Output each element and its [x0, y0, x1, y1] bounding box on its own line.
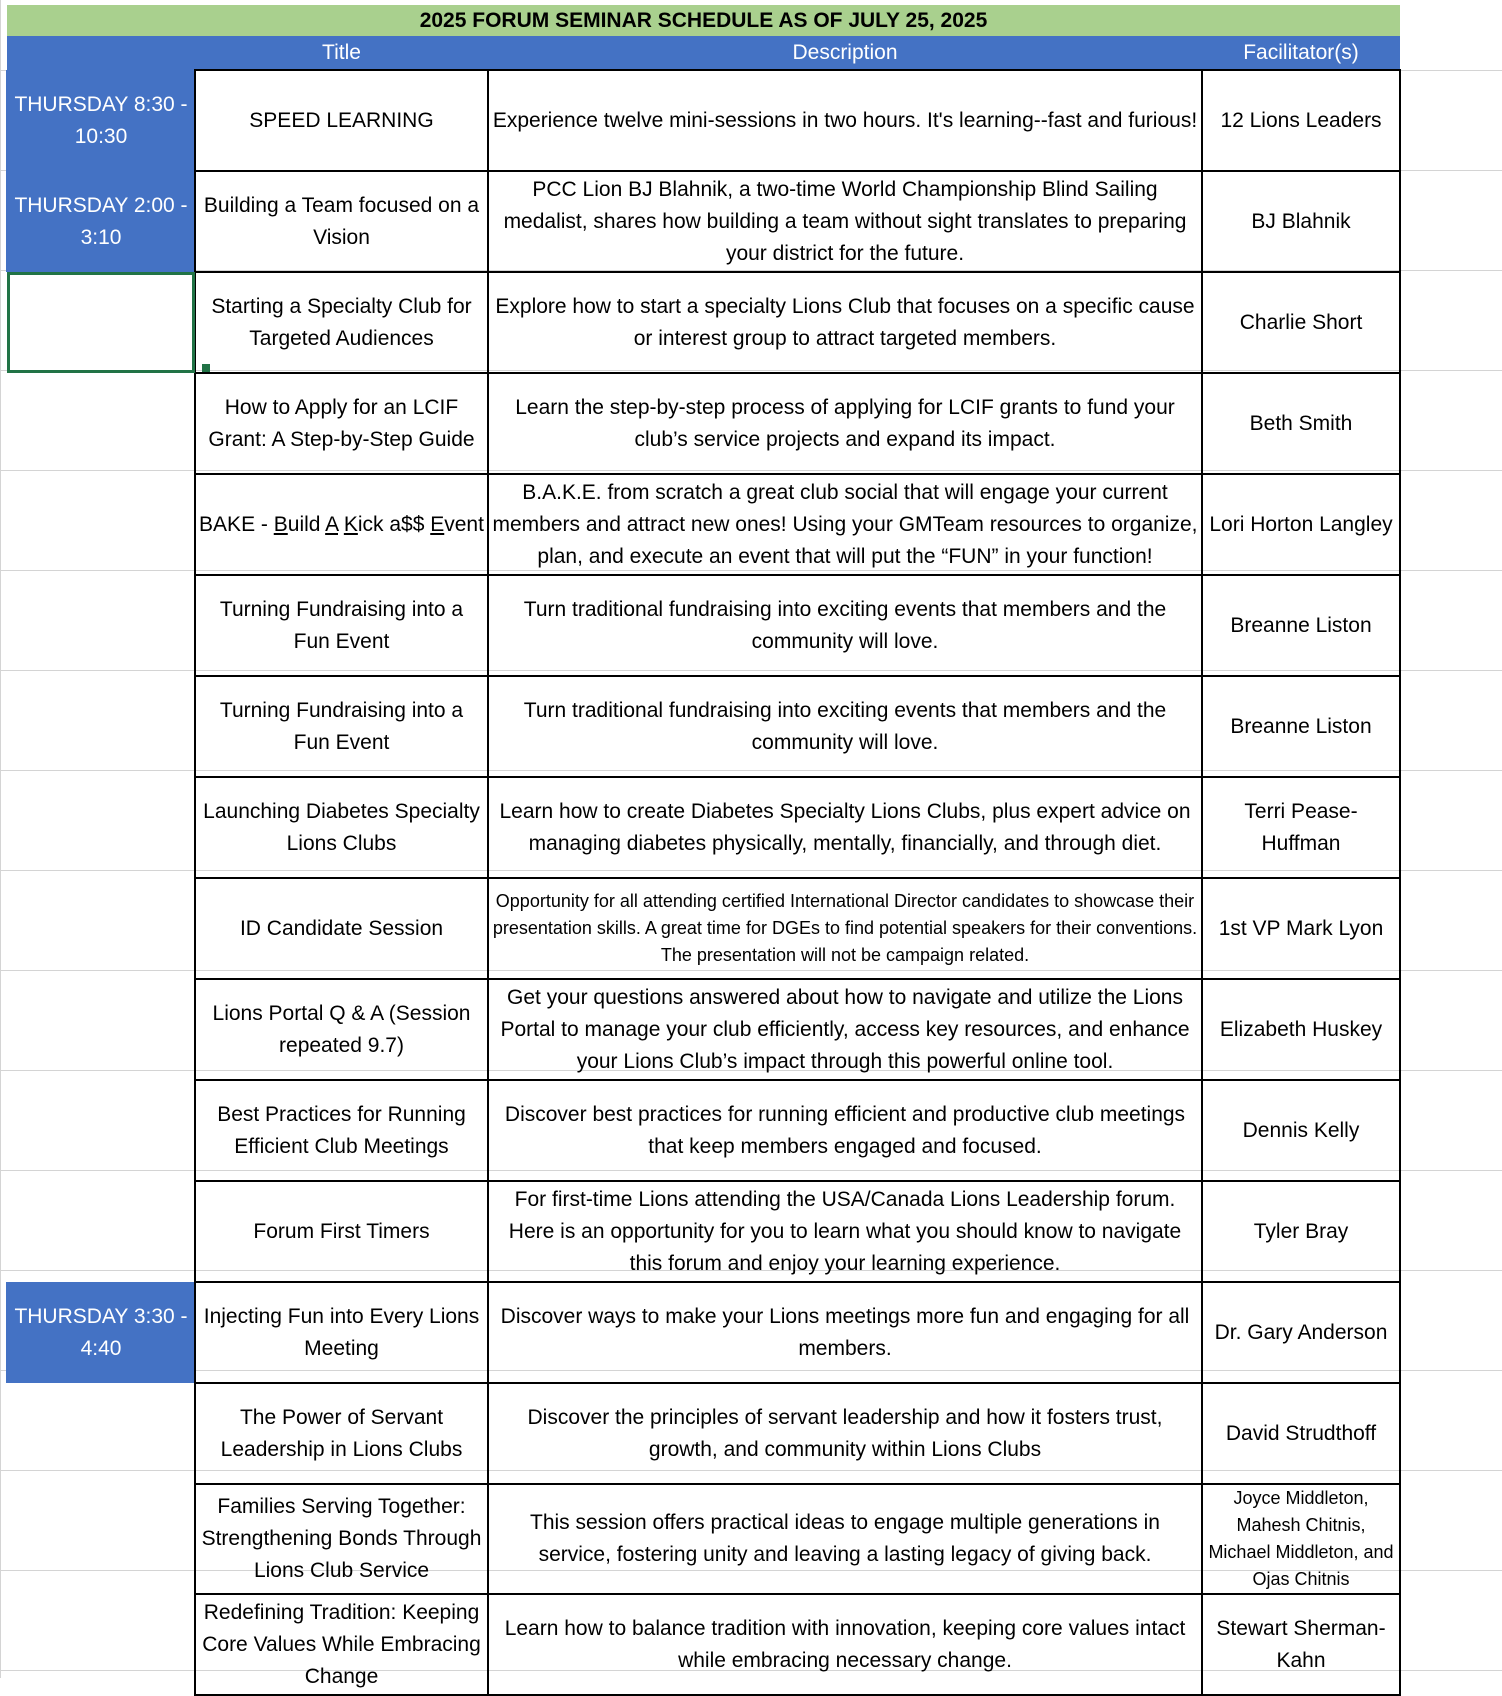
- description-cell[interactable]: B.A.K.E. from scratch a great club social that will engage your current members and attract new ones! Using your GMTeam resources to organize, plan, and execute an event that will put the “FUN” in your function!: [488, 474, 1202, 575]
- description-cell[interactable]: Learn how to balance tradition with innovation, keeping core values intact while embracing necessary change.: [488, 1594, 1202, 1695]
- time-cell[interactable]: [7, 373, 195, 474]
- table-row: [7, 70, 1400, 171]
- time-cell[interactable]: THURSDAY 2:00 - 3:10: [7, 171, 195, 272]
- time-cell[interactable]: [7, 1181, 195, 1282]
- description-cell[interactable]: Discover ways to make your Lions meetings more fun and engaging for all members.: [488, 1282, 1202, 1383]
- title-cell[interactable]: [195, 474, 488, 575]
- time-cell-selected[interactable]: [7, 272, 195, 373]
- description-cell[interactable]: PCC Lion BJ Blahnik, a two-time World Championship Blind Sailing medalist, shares how building a team without sight translates to preparing your district for the future.: [488, 171, 1202, 272]
- description-cell[interactable]: Opportunity for all attending certified International Director candidates to showcase their presentation skills. A great time for DGEs to find potential speakers for their conventions. The presentation will not be campaign related.: [488, 878, 1202, 979]
- title-part: BAKE -: [199, 512, 274, 536]
- facilitator-cell[interactable]: BJ Blahnik: [1202, 171, 1400, 272]
- description-cell[interactable]: For first-time Lions attending the USA/Canada Lions Leadership forum. Here is an opportunity for you to learn what you should know to navigate this forum and enjoy your learning experience.: [488, 1181, 1202, 1282]
- table-row: [7, 1181, 1400, 1282]
- header-facilitator[interactable]: Facilitator(s): [1202, 36, 1400, 70]
- time-cell[interactable]: [7, 575, 195, 676]
- facilitator-cell[interactable]: Stewart Sherman-Kahn: [1202, 1594, 1400, 1695]
- time-cell[interactable]: THURSDAY 3:30 - 4:40: [7, 1282, 195, 1383]
- facilitator-cell[interactable]: Charlie Short: [1202, 272, 1400, 373]
- table-row: [7, 1594, 1400, 1695]
- time-cell[interactable]: [7, 1594, 195, 1695]
- header-description[interactable]: Description: [488, 36, 1202, 70]
- title-cell[interactable]: Injecting Fun into Every Lions Meeting: [195, 1282, 488, 1383]
- header-title[interactable]: Title: [195, 36, 488, 70]
- title-cell[interactable]: The Power of Servant Leadership in Lions Clubs: [195, 1383, 488, 1484]
- table-row: [7, 1080, 1400, 1181]
- description-cell[interactable]: Explore how to start a specialty Lions Club that focuses on a specific cause or interest group to attract targeted members.: [488, 272, 1202, 373]
- table-row: [7, 373, 1400, 474]
- table-row: [7, 575, 1400, 676]
- facilitator-cell[interactable]: 1st VP Mark Lyon: [1202, 878, 1400, 979]
- time-cell[interactable]: [7, 777, 195, 878]
- table-row: [7, 272, 1400, 373]
- table-row: [7, 1383, 1400, 1484]
- title-cell[interactable]: Redefining Tradition: Keeping Core Values While Embracing Change: [195, 1594, 488, 1695]
- table-row: [7, 171, 1400, 272]
- description-cell[interactable]: Experience twelve mini-sessions in two hours. It's learning--fast and furious!: [488, 70, 1202, 171]
- description-cell[interactable]: Discover best practices for running efficient and productive club meetings that keep members engaged and focused.: [488, 1080, 1202, 1181]
- title-part: uild: [287, 512, 326, 536]
- facilitator-cell[interactable]: Dr. Gary Anderson: [1202, 1282, 1400, 1383]
- title-cell[interactable]: Turning Fundraising into a Fun Event: [195, 676, 488, 777]
- time-cell[interactable]: [7, 979, 195, 1080]
- table-row: [7, 777, 1400, 878]
- description-cell[interactable]: Turn traditional fundraising into exciting events that members and the community will love.: [488, 575, 1202, 676]
- title-cell[interactable]: Families Serving Together: Strengthening Bonds Through Lions Club Service: [195, 1484, 488, 1594]
- facilitator-cell[interactable]: Beth Smith: [1202, 373, 1400, 474]
- table-row: [7, 474, 1400, 575]
- title-cell[interactable]: How to Apply for an LCIF Grant: A Step-by-Step Guide: [195, 373, 488, 474]
- facilitator-cell[interactable]: Joyce Middleton, Mahesh Chitnis, Michael Middleton, and Ojas Chitnis: [1202, 1484, 1400, 1594]
- title-part: vent: [444, 512, 484, 536]
- facilitator-cell[interactable]: Tyler Bray: [1202, 1181, 1400, 1282]
- time-cell[interactable]: [7, 1080, 195, 1181]
- time-cell[interactable]: [7, 474, 195, 575]
- facilitator-cell[interactable]: Lori Horton Langley: [1202, 474, 1400, 575]
- time-cell[interactable]: [7, 676, 195, 777]
- description-cell[interactable]: Get your questions answered about how to navigate and utilize the Lions Portal to manage your club efficiently, access key resources, and enhance your Lions Club’s impact through this powerful online tool.: [488, 979, 1202, 1080]
- title-cell[interactable]: SPEED LEARNING: [195, 70, 488, 171]
- time-cell[interactable]: [7, 1383, 195, 1484]
- title-cell[interactable]: ID Candidate Session: [195, 878, 488, 979]
- facilitator-cell[interactable]: Breanne Liston: [1202, 575, 1400, 676]
- schedule-table: [6, 5, 1401, 1696]
- facilitator-cell[interactable]: Elizabeth Huskey: [1202, 979, 1400, 1080]
- time-cell[interactable]: [7, 878, 195, 979]
- title-part: B: [273, 512, 288, 536]
- facilitator-cell[interactable]: Dennis Kelly: [1202, 1080, 1400, 1181]
- title-cell[interactable]: Starting a Specialty Club for Targeted Audiences: [195, 272, 488, 373]
- title-part: E: [430, 512, 445, 536]
- title-cell[interactable]: Lions Portal Q & A (Session repeated 9.7): [195, 979, 488, 1080]
- description-cell[interactable]: Turn traditional fundraising into exciting events that members and the community will love.: [488, 676, 1202, 777]
- title-cell[interactable]: Best Practices for Running Efficient Club Meetings: [195, 1080, 488, 1181]
- table-row: [7, 878, 1400, 979]
- selection-fill-handle[interactable]: [202, 364, 210, 372]
- title-cell[interactable]: Forum First Timers: [195, 1181, 488, 1282]
- description-cell[interactable]: Discover the principles of servant leadership and how it fosters trust, growth, and community within Lions Clubs: [488, 1383, 1202, 1484]
- title-part: K: [343, 512, 358, 536]
- table-row: [7, 979, 1400, 1080]
- title-part: ick a$$: [357, 512, 431, 536]
- title-cell[interactable]: Building a Team focused on a Vision: [195, 171, 488, 272]
- title-part: A: [325, 512, 338, 536]
- table-row: [7, 1282, 1400, 1383]
- table-row: [7, 1484, 1400, 1594]
- facilitator-cell[interactable]: Breanne Liston: [1202, 676, 1400, 777]
- table-row: [7, 676, 1400, 777]
- facilitator-cell[interactable]: David Strudthoff: [1202, 1383, 1400, 1484]
- header-time[interactable]: [7, 36, 195, 70]
- sheet-title[interactable]: 2025 FORUM SEMINAR SCHEDULE AS OF JULY 25, 2025: [7, 5, 1400, 36]
- facilitator-cell[interactable]: Terri Pease-Huffman: [1202, 777, 1400, 878]
- time-cell[interactable]: THURSDAY 8:30 - 10:30: [7, 70, 195, 171]
- title-row: [7, 5, 1400, 36]
- description-cell[interactable]: Learn the step-by-step process of applying for LCIF grants to fund your club’s service projects and expand its impact.: [488, 373, 1202, 474]
- description-cell[interactable]: Learn how to create Diabetes Specialty Lions Clubs, plus expert advice on managing diabetes physically, mentally, financially, and through diet.: [488, 777, 1202, 878]
- title-cell[interactable]: Launching Diabetes Specialty Lions Clubs: [195, 777, 488, 878]
- facilitator-cell[interactable]: 12 Lions Leaders: [1202, 70, 1400, 171]
- description-cell[interactable]: This session offers practical ideas to engage multiple generations in service, fostering unity and leaving a lasting legacy of giving back.: [488, 1484, 1202, 1594]
- title-cell[interactable]: Turning Fundraising into a Fun Event: [195, 575, 488, 676]
- time-cell[interactable]: [7, 1484, 195, 1594]
- header-row: [7, 36, 1400, 70]
